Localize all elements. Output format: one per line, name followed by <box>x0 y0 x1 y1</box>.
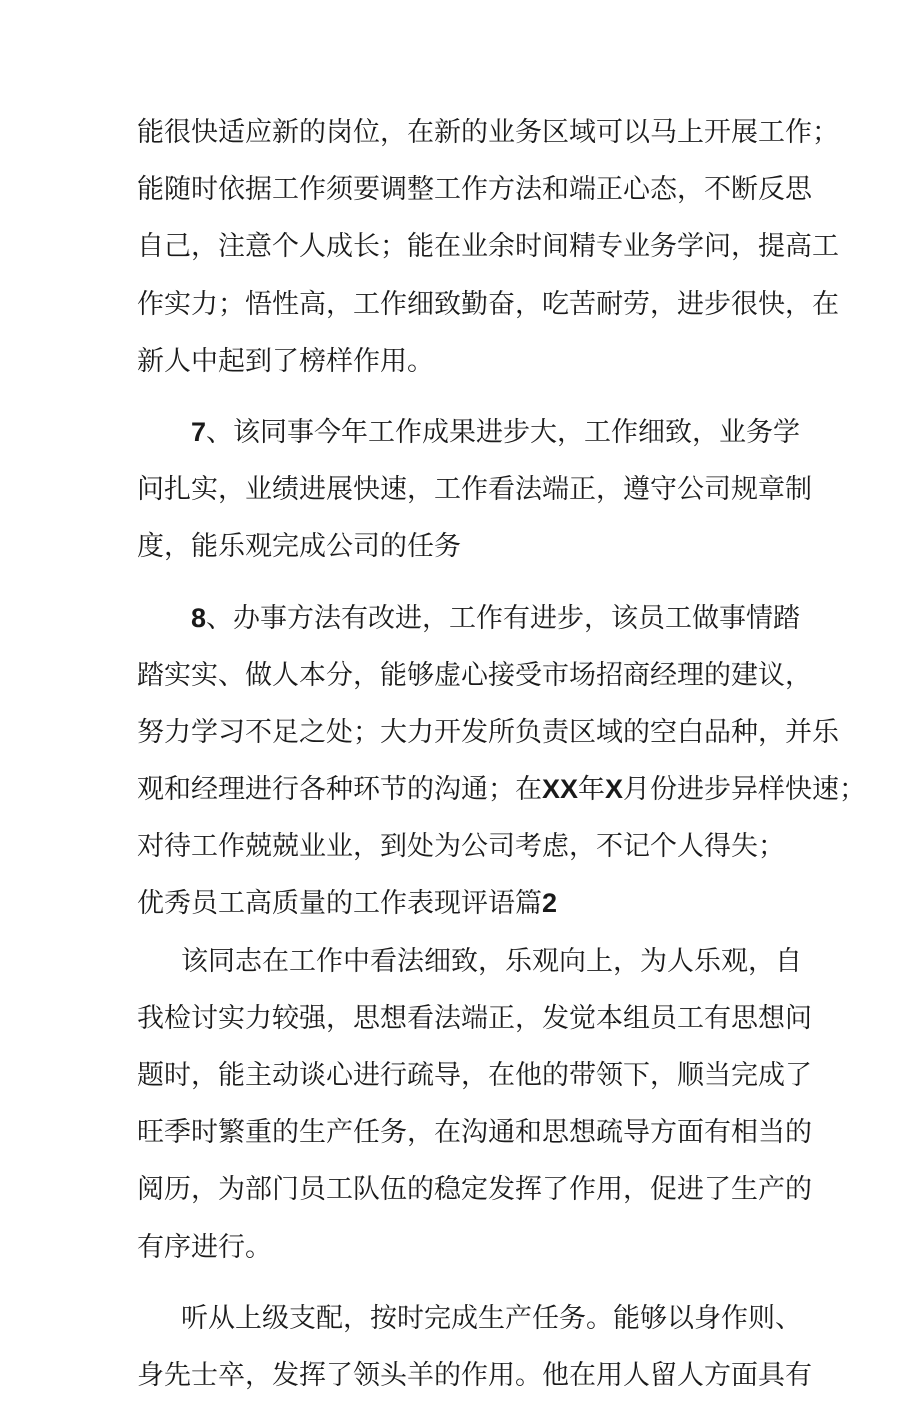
continuation-line-1: 能很快适应新的岗位，在新的业务区域可以马上开展工作； <box>137 117 839 148</box>
item-8-line-5: 对待工作兢兢业业，到处为公司考虑，不记个人得失； <box>137 831 785 863</box>
item-8-line-4-x: X <box>605 774 624 805</box>
paragraph-1-line-1: 该同志在工作中看法细致，乐观向上，为人乐观，自 <box>181 945 802 977</box>
section-heading <box>137 875 797 932</box>
item-8-line-4-part3: 月份进步异样快速； <box>623 774 867 806</box>
paragraph-1-line-2: 我检讨实力较强，思想看法端正，发觉本组员工有思想问 <box>137 1002 812 1034</box>
item-8-first-line <box>137 590 801 647</box>
paragraph-2-line-2: 身先士卒，发挥了领头羊的作用。他在用人留人方面具有 <box>137 1359 812 1391</box>
item-8-first-text: 、办事方法有改进，工作有进步，该员工做事情踏 <box>206 602 801 634</box>
item-8-line-4-part2: 年 <box>578 774 606 806</box>
item-7-first-text: 、该同事今年工作成果进步大，工作细致，业务学 <box>206 416 801 448</box>
text-column <box>137 104 867 1404</box>
item-8-number: 8 <box>191 602 207 633</box>
item-8-line-4-part1: 观和经理进行各种环节的沟通；在 <box>137 774 542 806</box>
item-7-number: 7 <box>191 416 207 447</box>
paragraph-1-line-6: 有序进行。 <box>137 1231 272 1263</box>
item-7-first-line <box>137 404 801 461</box>
item-8-line-3: 努力学习不足之处；大力开发所负责区域的空白品种，并乐 <box>137 716 839 748</box>
item-7-line-3: 度，能乐观完成公司的任务 <box>137 531 461 563</box>
item-8-line-4-xx: XX <box>542 774 579 805</box>
continuation-line-2: 能随时依据工作须要调整工作方法和端正心态，不断反思 <box>137 174 812 206</box>
item-8-line-4 <box>137 761 867 818</box>
item-7-line-2: 问扎实，业绩进展快速，工作看法端正，遵守公司规章制 <box>137 474 812 506</box>
paragraph-2-line-1: 听从上级支配，按时完成生产任务。能够以身作则、 <box>181 1302 802 1334</box>
section-heading-text: 优秀员工高质量的工作表现评语篇 <box>137 888 542 920</box>
continuation-line-4: 作实力；悟性高，工作细致勤奋，吃苦耐劳，进步很快，在 <box>137 288 839 320</box>
section-heading-number: 2 <box>542 888 558 919</box>
paragraph-1-line-4: 旺季时繁重的生产任务，在沟通和思想疏导方面有相当的 <box>137 1117 812 1149</box>
item-8-line-2: 踏实实、做人本分，能够虚心接受市场招商经理的建议， <box>137 659 812 691</box>
paragraph-1-line-5: 阅历，为部门员工队伍的稳定发挥了作用，促进了生产的 <box>137 1174 812 1206</box>
continuation-line-3: 自己，注意个人成长；能在业余时间精专业务学问，提高工 <box>137 231 839 263</box>
paragraph-1-line-3: 题时，能主动谈心进行疏导，在他的带领下，顺当完成了 <box>137 1060 812 1091</box>
continuation-line-5: 新人中起到了榜样作用。 <box>137 345 434 377</box>
